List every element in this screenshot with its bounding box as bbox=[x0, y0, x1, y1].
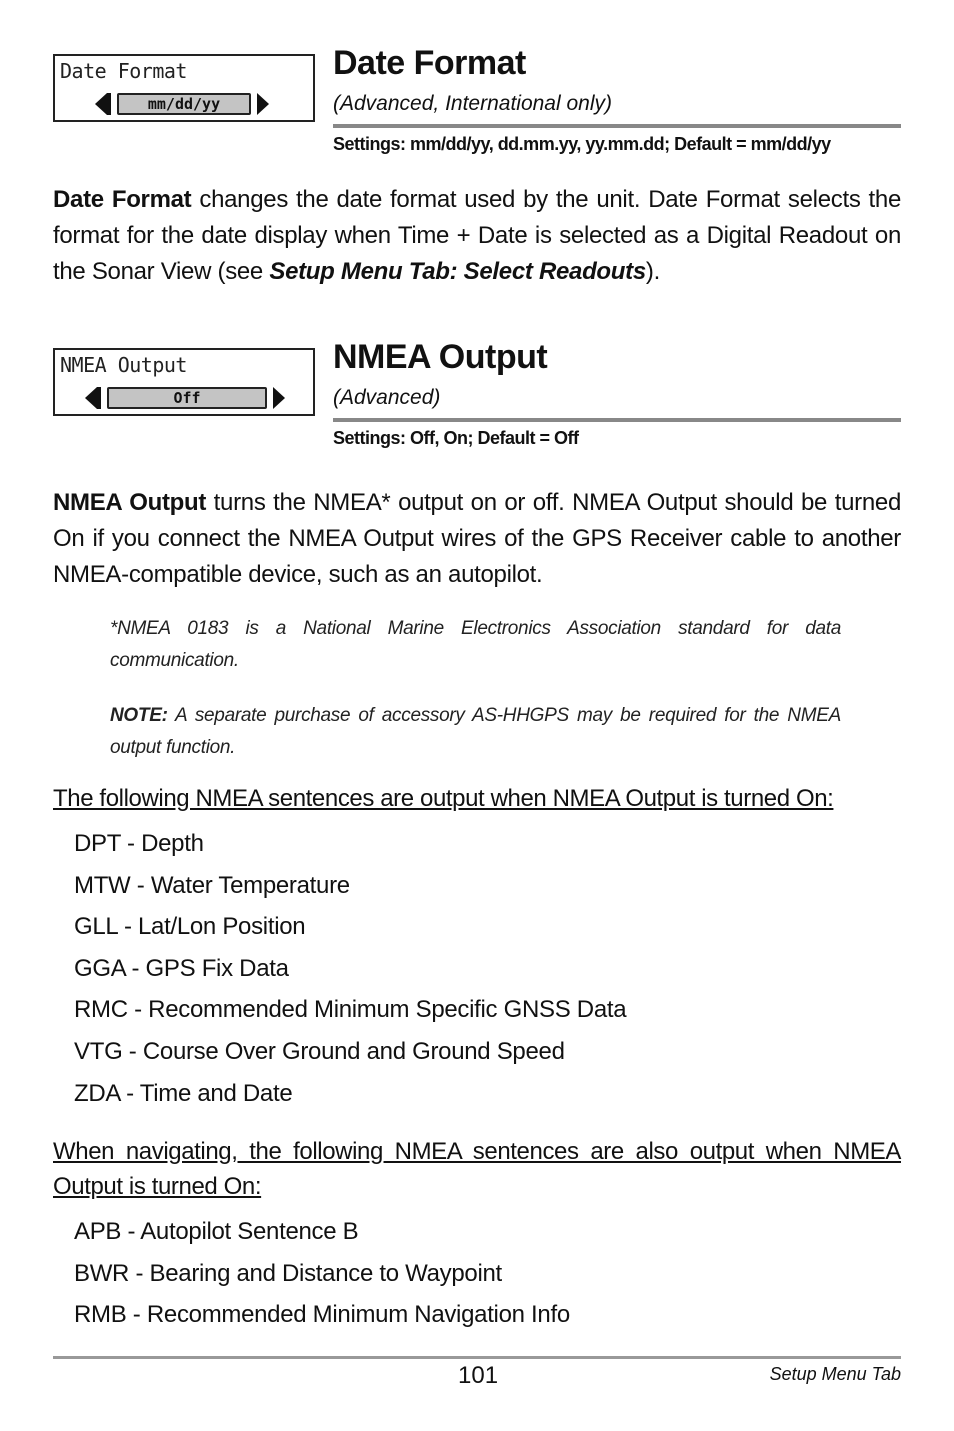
list2-heading: When navigating, the following NMEA sentences are also output when NMEA Output is turned On: bbox=[53, 1138, 901, 1200]
footer-section-label: Setup Menu Tab bbox=[769, 1364, 901, 1384]
date-format-term: Date Format bbox=[53, 186, 192, 213]
list-item: GLL - Lat/Lon Position bbox=[74, 913, 306, 941]
date-format-heading: Date Format bbox=[333, 44, 526, 82]
left-bar-icon bbox=[107, 93, 111, 115]
list-item: DPT - Depth bbox=[74, 830, 204, 857]
nmea-output-value: Off bbox=[107, 387, 267, 409]
date-format-text1: changes the date format used by the unit. Date Format selects the format for the date display when Time + Date is selected as a Digital Readout on the Sonar View (see bbox=[53, 186, 901, 285]
list-item: VTG - Course Over Ground and Ground Speed bbox=[74, 1037, 565, 1065]
nmea-output-rule bbox=[333, 418, 901, 422]
note-label: NOTE: bbox=[110, 705, 168, 726]
list-item: MTW - Water Temperature bbox=[74, 871, 350, 899]
list-item: BWR - Bearing and Distance to Waypoint bbox=[74, 1259, 502, 1287]
list-item: APB - Autopilot Sentence B bbox=[74, 1218, 359, 1245]
nmea-output-settings: Settings: Off, On; Default = Off bbox=[333, 428, 579, 448]
nmea-output-text: turns the NMEA* output on or off. NMEA Output should be turned On if you connect the NMEA Output wires of the GPS Receiver cable to another NMEA-compatible device, such as an autopilot. bbox=[53, 489, 901, 588]
nmea-sentence-list bbox=[74, 823, 626, 1114]
date-format-value: mm/dd/yy bbox=[117, 93, 251, 115]
date-format-widget-title: Date Format bbox=[60, 59, 187, 83]
list-item: GGA - GPS Fix Data bbox=[74, 954, 289, 982]
date-format-description bbox=[53, 182, 901, 290]
nmea-output-widget-title: NMEA Output bbox=[60, 353, 187, 377]
right-arrow-icon bbox=[257, 93, 269, 115]
list1-heading: The following NMEA sentences are output when NMEA Output is turned On: bbox=[53, 785, 834, 812]
nmea-note bbox=[110, 700, 841, 764]
note-text: A separate purchase of accessory AS-HHGPS may be required for the NMEA output function. bbox=[110, 705, 841, 758]
footer-rule bbox=[53, 1356, 901, 1359]
nmea-output-menu-widget bbox=[53, 348, 315, 416]
nmea-output-selector bbox=[55, 386, 313, 410]
right-arrow-icon bbox=[273, 387, 285, 409]
navigation-sentence-list bbox=[74, 1211, 570, 1336]
select-readouts-reference: Setup Menu Tab: Select Readouts bbox=[269, 258, 646, 285]
date-format-settings: Settings: mm/dd/yy, dd.mm.yy, yy.mm.dd; Default = mm/dd/yy bbox=[333, 134, 831, 154]
date-format-selector bbox=[55, 92, 313, 116]
date-format-rule bbox=[333, 124, 901, 128]
left-arrow-icon bbox=[85, 387, 97, 409]
nmea-output-subtitle: (Advanced) bbox=[333, 386, 441, 409]
page-number: 101 bbox=[458, 1362, 499, 1389]
nmea-output-term: NMEA Output bbox=[53, 489, 207, 516]
date-format-menu-widget bbox=[53, 54, 315, 122]
left-bar-icon bbox=[97, 387, 101, 409]
date-format-text2: ). bbox=[645, 258, 660, 285]
left-arrow-icon bbox=[95, 93, 107, 115]
nmea-footnote: *NMEA 0183 is a National Marine Electronics Association standard for data communication. bbox=[110, 618, 841, 671]
nmea-output-description bbox=[53, 485, 901, 593]
list-item: RMC - Recommended Minimum Specific GNSS Data bbox=[74, 996, 627, 1024]
list-item: ZDA - Time and Date bbox=[74, 1079, 293, 1107]
date-format-subtitle: (Advanced, International only) bbox=[333, 92, 612, 115]
list-item: RMB - Recommended Minimum Navigation Info bbox=[74, 1301, 570, 1329]
nmea-output-heading: NMEA Output bbox=[333, 338, 548, 376]
